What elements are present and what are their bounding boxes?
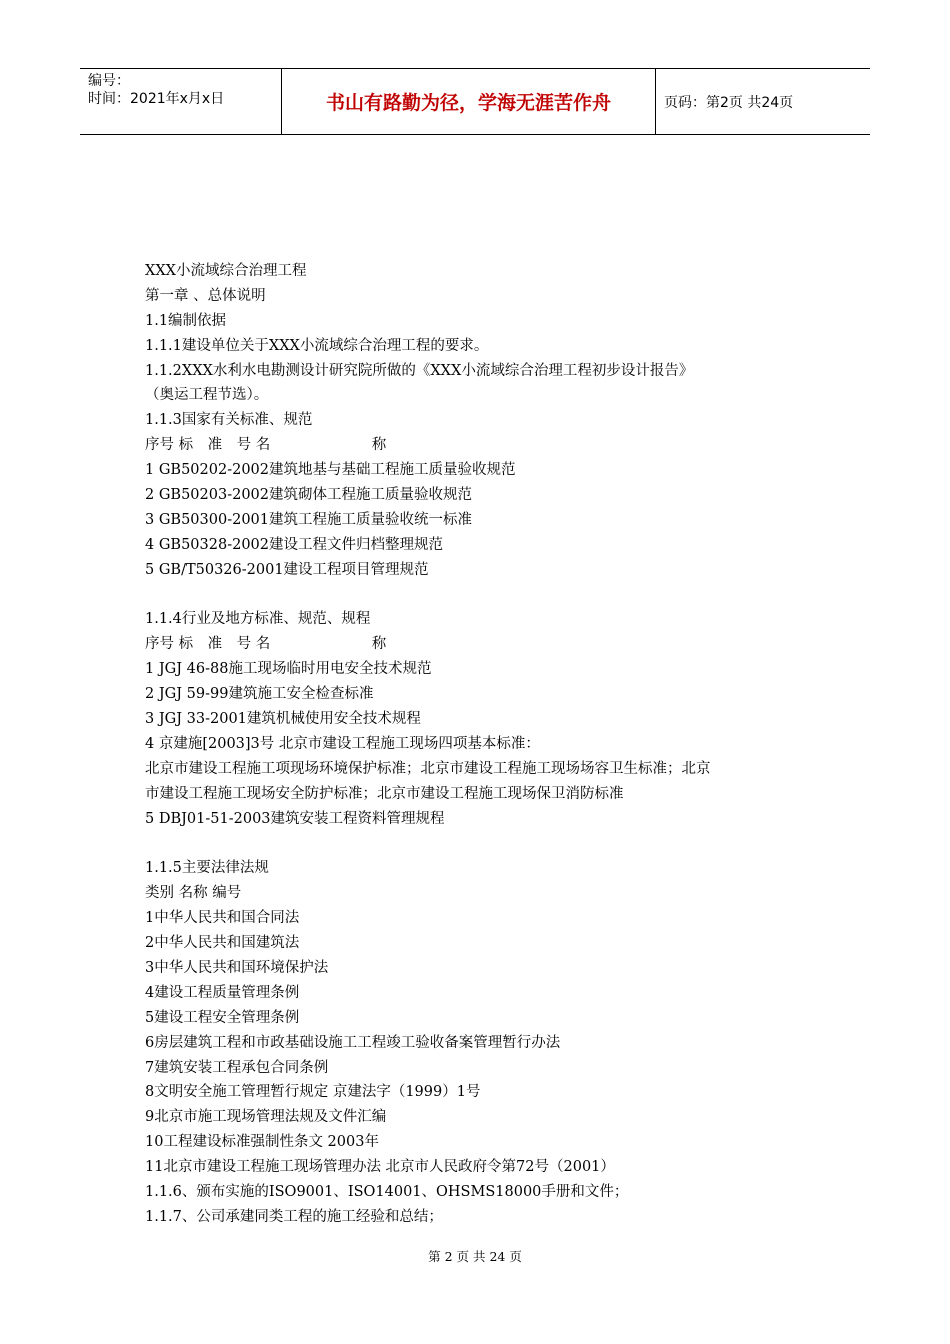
text-line: 北京市建设工程施工项现场环境保护标准；北京市建设工程施工现场场容卫生标准；北京 [145, 760, 711, 777]
text-line: 4 GB50328-2002建设工程文件归档整理规范 [145, 536, 443, 553]
text-line: 1.1.6、颁布实施的ISO9001、ISO14001、OHSMS18000手册和文件； [145, 1183, 629, 1200]
text-line: 4建设工程质量管理条例 [145, 984, 300, 1001]
text-line: 2 GB50203-2002建筑砌体工程施工质量验收规范 [145, 487, 472, 504]
text-line: 序号 标 准 号 名 称 [145, 437, 387, 454]
text-line: 5 DBJ01-51-2003建筑安装工程资料管理规程 [145, 810, 445, 827]
text-line: 1.1.2XXX水利水电勘测设计研究院所做的《XXX小流域综合治理工程初步设计报告》 [145, 362, 694, 379]
text-line: （奥运工程节选）。 [145, 387, 269, 404]
text-line: 1.1.7、公司承建同类工程的施工经验和总结； [145, 1208, 443, 1225]
text-line: 1.1.3国家有关标准、规范 [145, 412, 313, 429]
text-line: 1.1.1建设单位关于XXX小流域综合治理工程的要求。 [145, 337, 489, 354]
text-line: 7建筑安装工程承包合同条例 [145, 1059, 329, 1076]
header-meta [80, 69, 282, 134]
text-line: 序号 标 准 号 名 称 [145, 636, 387, 653]
header-motto: 书山有路勤为径，学海无涯苦作舟 [282, 69, 656, 134]
text-line: 3 GB50300-2001建筑工程施工质量验收统一标准 [145, 511, 472, 528]
text-line: 1.1.4行业及地方标准、规范、规程 [145, 611, 371, 628]
text-line: 1中华人民共和国合同法 [145, 910, 300, 927]
text-line: 9北京市施工现场管理法规及文件汇编 [145, 1109, 387, 1126]
text-line: XXX小流域综合治理工程 [145, 263, 307, 279]
text-line: 10工程建设标准强制性条文 2003年 [145, 1134, 379, 1151]
text-line: 1.1编制依据 [145, 312, 227, 329]
text-line: 3 JGJ 33-2001建筑机械使用安全技术规程 [145, 711, 421, 728]
page-header [80, 68, 870, 135]
number-label: 编号： [88, 73, 130, 89]
text-line: 2 JGJ 59-99建筑施工安全检查标准 [145, 686, 374, 703]
text-line: 1.1.5主要法律法规 [145, 860, 269, 877]
text-line: 5 GB/T50326-2001建设工程项目管理规范 [145, 561, 429, 578]
text-line: 6房层建筑工程和市政基础设施工工程竣工验收备案管理暂行办法 [145, 1034, 561, 1051]
text-line: 市建设工程施工现场安全防护标准；北京市建设工程施工现场保卫消防标准 [145, 785, 624, 802]
text-line: 4 京建施[2003]3号 北京市建设工程施工现场四项基本标准： [145, 735, 540, 752]
text-line: 2中华人民共和国建筑法 [145, 935, 300, 952]
text-line: 第一章 、总体说明 [145, 287, 266, 304]
text-line: 1 GB50202-2002建筑地基与基础工程施工质量验收规范 [145, 462, 516, 479]
text-line: 类别 名称 编号 [145, 885, 242, 902]
text-line: 11北京市建设工程施工现场管理办法 北京市人民政府令第72号（2001） [145, 1159, 615, 1176]
text-line: 3中华人民共和国环境保护法 [145, 959, 329, 976]
page-footer: 第 2 页 共 24 页 [428, 1249, 522, 1264]
document-body [145, 259, 815, 1230]
text-line: 5建设工程安全管理条例 [145, 1009, 300, 1026]
header-page-info: 页码：第2页 共24页 [664, 94, 794, 111]
text-line: 1 JGJ 46-88施工现场临时用电安全技术规范 [145, 661, 432, 678]
date-label: 时间：2021年x月x日 [88, 91, 225, 107]
text-line [145, 831, 815, 856]
text-line [145, 583, 815, 608]
text-line: 8文明安全施工管理暂行规定 京建法字（1999）1号 [145, 1084, 481, 1101]
